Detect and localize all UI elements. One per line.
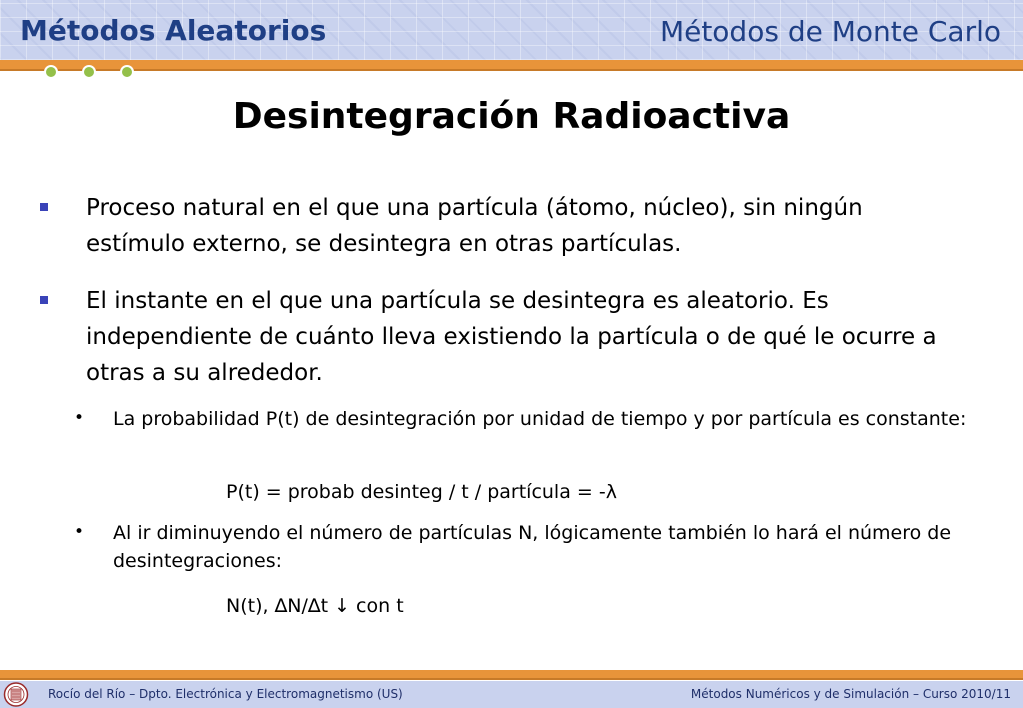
slide-footer bbox=[0, 681, 1023, 708]
sub-bullet-text: La probabilidad P(t) de desintegración por unidad de tiempo y por partícula es constante: bbox=[113, 408, 967, 430]
university-seal-icon bbox=[2, 682, 30, 707]
sub-bullet-text: Al ir diminuyendo el número de partículas N, lógicamente también lo hará el número de desintegraciones: bbox=[113, 522, 952, 572]
formula-decay: N(t), ∆N/∆t ↓ con t bbox=[226, 595, 404, 617]
slide-title: Desintegración Radioactiva bbox=[232, 96, 791, 137]
footer-left-text: Rocío del Río – Dpto. Electrónica y Electromagnetismo (US) bbox=[48, 687, 403, 701]
decorative-dots bbox=[44, 65, 144, 81]
bullet-text: Proceso natural en el que una partícula (átomo, núcleo), sin ningún estímulo externo, se desintegra en otras partículas. bbox=[86, 195, 863, 257]
footer-right-text: Métodos Numéricos y de Simulación – Curso 2010/11 bbox=[690, 687, 1011, 701]
square-bullet-icon bbox=[40, 296, 48, 304]
square-bullet-icon bbox=[40, 203, 48, 211]
round-bullet-icon: • bbox=[74, 522, 85, 542]
bullet-text: El instante en el que una partícula se desintegra es aleatorio. Es independiente de cuánto lleva existiendo la partícula o de qué le ocurre a otras a su alrededor. bbox=[86, 288, 937, 386]
round-bullet-icon: • bbox=[74, 408, 85, 428]
dot-icon bbox=[44, 65, 58, 79]
dot-icon bbox=[120, 65, 134, 79]
footer-divider-line bbox=[0, 678, 1023, 680]
footer-accent-bar bbox=[0, 670, 1023, 678]
header-divider-line bbox=[0, 69, 1023, 71]
header-right-title: Métodos de Monte Carlo bbox=[659, 15, 1001, 48]
dot-icon bbox=[82, 65, 96, 79]
header-left-title: Métodos Aleatorios bbox=[20, 14, 327, 47]
formula-probability: P(t) = probab desinteg / t / partícula = -λ bbox=[226, 481, 617, 503]
header-accent-bar bbox=[0, 60, 1023, 69]
slide-header bbox=[0, 0, 1023, 60]
